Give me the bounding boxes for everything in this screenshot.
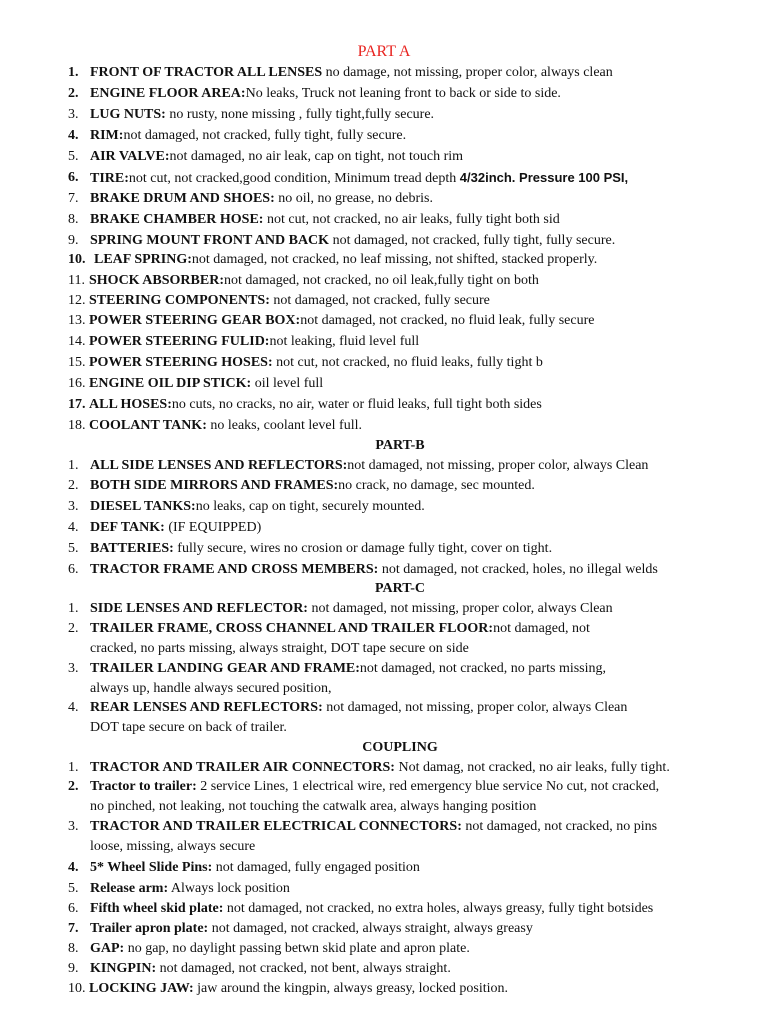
part-c-title: PART-C <box>374 581 426 596</box>
item-number: 8. <box>68 212 79 227</box>
item-text: no gap, no daylight passing betwn skid plate and apron plate. <box>124 941 470 956</box>
item-line <box>89 980 508 998</box>
item-number: 1. <box>68 601 79 616</box>
item-label: STEERING COMPONENTS: <box>89 293 270 308</box>
item-label: DIESEL TANKS: <box>90 499 196 514</box>
item-number: 15. <box>68 355 86 370</box>
item-number: 4. <box>68 128 79 143</box>
item-text: jaw around the kingpin, always greasy, locked position. <box>193 981 509 996</box>
item-label: REAR LENSES AND REFLECTORS: <box>90 700 323 715</box>
item-number: 11. <box>68 273 85 288</box>
item-line <box>89 333 419 351</box>
item-number: 12. <box>68 293 86 308</box>
item-continuation: always up, handle always secured position, <box>90 681 332 696</box>
item-label: BOTH SIDE MIRRORS AND FRAMES: <box>90 478 339 493</box>
item-label: LOCKING JAW: <box>89 981 194 996</box>
item-number: 6. <box>68 901 79 916</box>
item-line <box>90 940 470 958</box>
item-line <box>89 312 594 330</box>
item-text: no oil, no grease, no debris. <box>274 191 433 206</box>
item-number: 3. <box>68 661 79 676</box>
item-number: 2. <box>68 779 79 794</box>
item-number: 6. <box>68 562 79 577</box>
item-label: KINGPIN: <box>90 961 157 976</box>
item-number: 1. <box>68 760 79 775</box>
item-line <box>90 498 425 516</box>
item-line <box>90 778 659 796</box>
item-line <box>90 620 590 638</box>
item-label: ENGINE OIL DIP STICK: <box>89 376 252 391</box>
item-line <box>90 211 560 229</box>
item-line <box>90 960 451 978</box>
item-label: LEAF SPRING: <box>94 252 192 267</box>
item-number: 2. <box>68 86 79 101</box>
item-line <box>90 477 535 495</box>
item-label: SPRING MOUNT FRONT AND BACK <box>90 233 330 248</box>
item-label: Trailer apron plate: <box>90 921 209 936</box>
item-label: COOLANT TANK: <box>89 418 207 433</box>
item-text: no leaks, cap on tight, securely mounted. <box>195 499 425 514</box>
item-label: SHOCK ABSORBER: <box>89 273 224 288</box>
item-label: TRAILER LANDING GEAR AND FRAME: <box>90 661 360 676</box>
item-label: TRACTOR AND TRAILER ELECTRICAL CONNECTORS: <box>90 819 462 834</box>
item-text: not leaking, fluid level full <box>269 334 420 349</box>
coupling-title: COUPLING <box>362 740 438 755</box>
item-text: not damaged, not cracked, no parts missing, <box>359 661 607 676</box>
item-line <box>89 375 323 393</box>
item-number: 9. <box>68 233 79 248</box>
item-line <box>90 600 613 618</box>
item-text: not damaged, not cracked, fully tight, fully secure. <box>329 233 616 248</box>
item-label: ENGINE FLOOR AREA: <box>90 86 246 101</box>
item-text: no rusty, none missing , fully tight,fully secure. <box>165 107 435 122</box>
item-line <box>90 85 561 103</box>
item-text: no leaks, coolant level full. <box>206 418 362 433</box>
item-line <box>90 190 433 208</box>
item-number: 1. <box>68 458 79 473</box>
item-line <box>89 272 539 290</box>
item-number: 16. <box>68 376 86 391</box>
item-line <box>90 859 420 877</box>
item-text: 2 service Lines, 1 electrical wire, red emergency blue service No cut, not cracked, <box>196 779 660 794</box>
item-number: 10. <box>68 981 86 996</box>
item-number: 4. <box>68 520 79 535</box>
item-label: 5* Wheel Slide Pins: <box>90 860 213 875</box>
item-label: Tractor to trailer: <box>90 779 197 794</box>
item-label: TRACTOR FRAME AND CROSS MEMBERS: <box>90 562 379 577</box>
item-line <box>94 251 597 269</box>
item-label: AIR VALVE: <box>90 149 170 164</box>
item-label: DEF TANK: <box>90 520 165 535</box>
item-text: not damaged, not cracked, not bent, always straight. <box>156 961 451 976</box>
item-line <box>90 64 613 82</box>
item-line <box>90 232 615 250</box>
item-line <box>89 354 543 372</box>
item-text: not damaged, not cracked, no oil leak,fully tight on both <box>223 273 539 288</box>
item-text: not damaged, not missing, proper color, always Clean <box>347 458 649 473</box>
item-line <box>90 148 463 166</box>
item-text: not damaged, not cracked, no pins <box>461 819 658 834</box>
item-line <box>90 759 670 777</box>
item-text: no crack, no damage, sec mounted. <box>338 478 535 493</box>
item-number: 8. <box>68 941 79 956</box>
item-line <box>89 292 490 310</box>
item-number: 14. <box>68 334 86 349</box>
item-text: not damaged, not cracked, fully secure <box>269 293 490 308</box>
item-number: 13. <box>68 313 86 328</box>
part-b-title: PART-B <box>375 438 425 453</box>
part-c-item <box>0 620 768 660</box>
item-number: 5. <box>68 541 79 556</box>
item-text: not damaged, not missing, proper color, always Clean <box>307 601 613 616</box>
coupling-item <box>0 818 768 858</box>
item-line <box>90 920 533 938</box>
item-line <box>90 519 261 537</box>
item-text: not cut, not cracked, no air leaks, fully tight both sid <box>263 212 560 227</box>
item-label: SIDE LENSES AND REFLECTOR: <box>90 601 308 616</box>
item-text: not damaged, not cracked, no fluid leak, fully secure <box>300 313 595 328</box>
item-continuation: loose, missing, always secure <box>90 839 256 854</box>
coupling-item <box>0 778 768 818</box>
item-label: LUG NUTS: <box>90 107 166 122</box>
item-line <box>90 106 434 124</box>
item-text: not cut, not cracked, no fluid leaks, fully tight b <box>272 355 543 370</box>
item-continuation: no pinched, not leaking, not touching the catwalk area, always hanging position <box>90 799 537 814</box>
item-number: 7. <box>68 921 79 936</box>
item-text: not damaged, not cracked, holes, no illegal welds <box>378 562 658 577</box>
item-line <box>89 417 362 435</box>
item-line <box>90 900 653 918</box>
item-label: TIRE: <box>90 171 129 186</box>
item-number: 18. <box>68 418 86 433</box>
item-label: BRAKE CHAMBER HOSE: <box>90 212 264 227</box>
item-line <box>90 127 406 145</box>
item-number: 4. <box>68 860 79 875</box>
item-label: RIM: <box>90 128 124 143</box>
item-number: 4. <box>68 700 79 715</box>
item-text: oil level full <box>251 376 324 391</box>
item-line <box>90 561 658 579</box>
item-label: GAP: <box>90 941 125 956</box>
item-number: 3. <box>68 499 79 514</box>
item-number: 5. <box>68 149 79 164</box>
item-line <box>89 396 542 414</box>
item-text: no cuts, no cracks, no air, water or fluid leaks, full tight both sides <box>171 397 542 412</box>
item-label: BATTERIES: <box>90 541 174 556</box>
item-number: 9. <box>68 961 79 976</box>
item-text: not damaged, no air leak, cap on tight, not touch rim <box>169 149 464 164</box>
item-text: no damage, not missing, proper color, always clean <box>322 65 613 80</box>
item-line <box>90 660 606 678</box>
item-line <box>90 169 628 188</box>
item-text: No leaks, Truck not leaning front to back or side to side. <box>245 86 561 101</box>
item-label: TRACTOR AND TRAILER AIR CONNECTORS: <box>90 760 395 775</box>
item-label: POWER STEERING GEAR BOX: <box>89 313 301 328</box>
item-text: not damaged, not <box>493 621 590 636</box>
part-c-item <box>0 699 768 739</box>
item-label: POWER STEERING FULID: <box>89 334 270 349</box>
item-label: ALL SIDE LENSES AND REFLECTORS: <box>90 458 348 473</box>
item-text: not damaged, not cracked, always straight, always greasy <box>208 921 533 936</box>
item-line <box>90 457 648 475</box>
item-number: 7. <box>68 191 79 206</box>
item-text: not cut, not cracked,good condition, Minimum tread depth <box>128 171 460 186</box>
item-number: 3. <box>68 819 79 834</box>
item-label: POWER STEERING HOSES: <box>89 355 273 370</box>
item-number: 10. <box>68 252 86 267</box>
item-text: not damaged, not cracked, no extra holes, always greasy, fully tight botsides <box>223 901 654 916</box>
item-number: 2. <box>68 478 79 493</box>
item-continuation: DOT tape secure on back of trailer. <box>90 720 287 735</box>
item-text: not damaged, not cracked, fully tight, fully secure. <box>123 128 407 143</box>
item-text: not damaged, not cracked, no leaf missing, not shifted, stacked properly. <box>191 252 598 267</box>
item-label: BRAKE DRUM AND SHOES: <box>90 191 275 206</box>
part-a-title: PART A <box>357 43 411 60</box>
item-text: 4/32inch. Pressure 100 PSI, <box>459 170 629 185</box>
item-line <box>90 540 552 558</box>
item-label: ALL HOSES: <box>89 397 172 412</box>
item-line <box>90 880 290 898</box>
item-label: TRAILER FRAME, CROSS CHANNEL AND TRAILER FLOOR: <box>90 621 494 636</box>
item-text: not damaged, fully engaged position <box>212 860 420 875</box>
item-number: 3. <box>68 107 79 122</box>
item-text: not damaged, not missing, proper color, always Clean <box>322 700 628 715</box>
item-text: Always lock position <box>168 881 290 896</box>
item-continuation: cracked, no parts missing, always straight, DOT tape secure on side <box>90 641 469 656</box>
item-line <box>90 699 627 717</box>
item-text: Not damag, not cracked, no air leaks, fully tight. <box>394 760 670 775</box>
item-label: Release arm: <box>90 881 169 896</box>
part-c-item <box>0 660 768 700</box>
item-line <box>90 818 657 836</box>
item-number: 1. <box>68 65 79 80</box>
item-label: Fifth wheel skid plate: <box>90 901 224 916</box>
item-number: 5. <box>68 881 79 896</box>
item-number: 6. <box>68 170 79 185</box>
item-text: fully secure, wires no crosion or damage fully tight, cover on tight. <box>173 541 553 556</box>
item-number: 17. <box>68 397 86 412</box>
item-number: 2. <box>68 621 79 636</box>
item-label: FRONT OF TRACTOR ALL LENSES <box>90 65 323 80</box>
item-text: (IF EQUIPPED) <box>164 520 262 535</box>
